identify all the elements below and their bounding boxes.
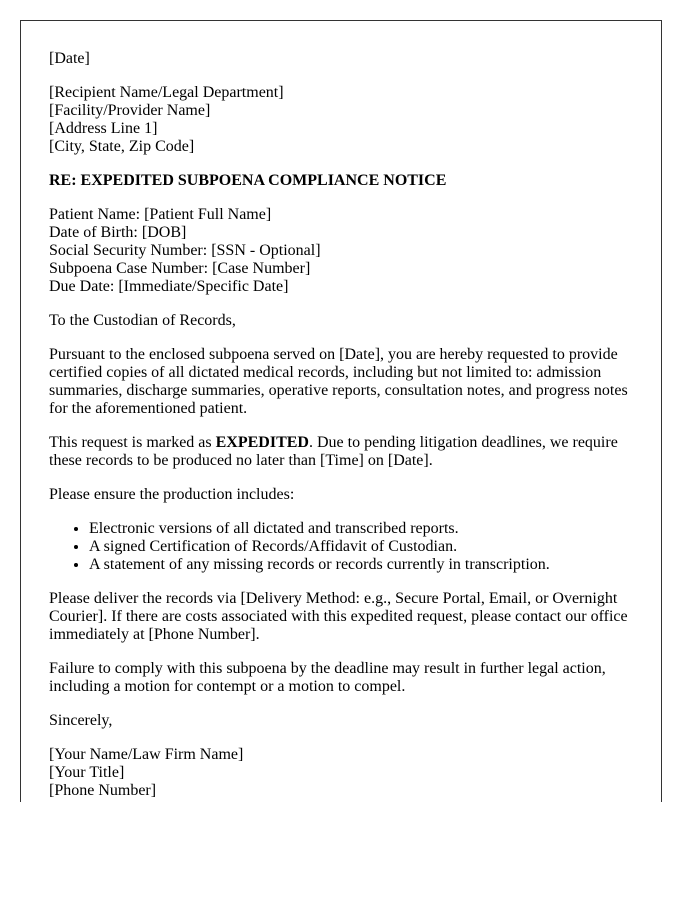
recipient-facility: [Facility/Provider Name] — [49, 102, 211, 119]
signature-block — [49, 746, 633, 800]
document-viewport — [20, 20, 662, 802]
expedited-text-before: This request is marked as — [49, 434, 216, 451]
closing: Sincerely, — [49, 712, 113, 729]
detail-value: [Patient Full Name] — [144, 206, 272, 223]
letter-document — [20, 20, 662, 802]
expedited-text-after: . Due to pending litigation deadlines, we require these records to be produced no later than [Time] on [Date]. — [49, 434, 618, 469]
paragraph-expedited — [49, 434, 633, 470]
recipient-name: [Recipient Name/Legal Department] — [49, 84, 284, 101]
detail-patient-name — [49, 206, 633, 224]
detail-value: [SSN - Optional] — [211, 242, 321, 259]
signature-phone: [Phone Number] — [49, 782, 157, 799]
list-item: • A statement of any missing records or records currently in transcription. — [89, 556, 633, 574]
recipient-address-block — [49, 84, 633, 156]
paragraph-request: Pursuant to the enclosed subpoena served on [Date], you are hereby requested to provide certified copies of all dictated medical records, including but not limited to: admission summaries, discharge summaries, operative reports, consultation notes, and progress notes for the aforementioned patient. — [49, 346, 628, 417]
signature-name: [Your Name/Law Firm Name] — [49, 746, 244, 763]
recipient-address-line: [Address Line 1] — [49, 120, 158, 137]
detail-label: Patient Name: — [49, 206, 141, 223]
letter-date: [Date] — [49, 50, 90, 67]
recipient-city-state-zip: [City, State, Zip Code] — [49, 138, 195, 155]
expedited-emphasis: EXPEDITED — [215, 434, 309, 451]
paragraph-delivery: Please deliver the records via [Delivery Method: e.g., Secure Portal, Email, or Overnight Courier]. If there are costs associated with this expedited request, please contact our office immediately at [Phone Number]. — [49, 590, 628, 643]
paragraph-warning: Failure to comply with this subpoena by the deadline may result in further legal action, including a motion for contempt or a motion to compel. — [49, 660, 606, 695]
detail-label: Due Date: — [49, 278, 115, 295]
detail-case-number — [49, 260, 633, 278]
signature-title: [Your Title] — [49, 764, 125, 781]
detail-date-of-birth — [49, 224, 633, 242]
list-intro: Please ensure the production includes: — [49, 486, 295, 503]
detail-label: Subpoena Case Number: — [49, 260, 209, 277]
list-item: • Electronic versions of all dictated and transcribed reports. — [89, 520, 633, 538]
subject-heading: RE: EXPEDITED SUBPOENA COMPLIANCE NOTICE — [49, 172, 447, 189]
detail-ssn — [49, 242, 633, 260]
detail-label: Social Security Number: — [49, 242, 208, 259]
patient-details-block — [49, 206, 633, 296]
detail-label: Date of Birth: — [49, 224, 138, 241]
detail-value: [DOB] — [141, 224, 187, 241]
detail-due-date — [49, 278, 633, 296]
detail-value: [Case Number] — [212, 260, 311, 277]
production-items-list — [49, 520, 633, 574]
detail-value: [Immediate/Specific Date] — [118, 278, 289, 295]
salutation: To the Custodian of Records, — [49, 312, 236, 329]
list-item: • A signed Certification of Records/Affidavit of Custodian. — [89, 538, 633, 556]
